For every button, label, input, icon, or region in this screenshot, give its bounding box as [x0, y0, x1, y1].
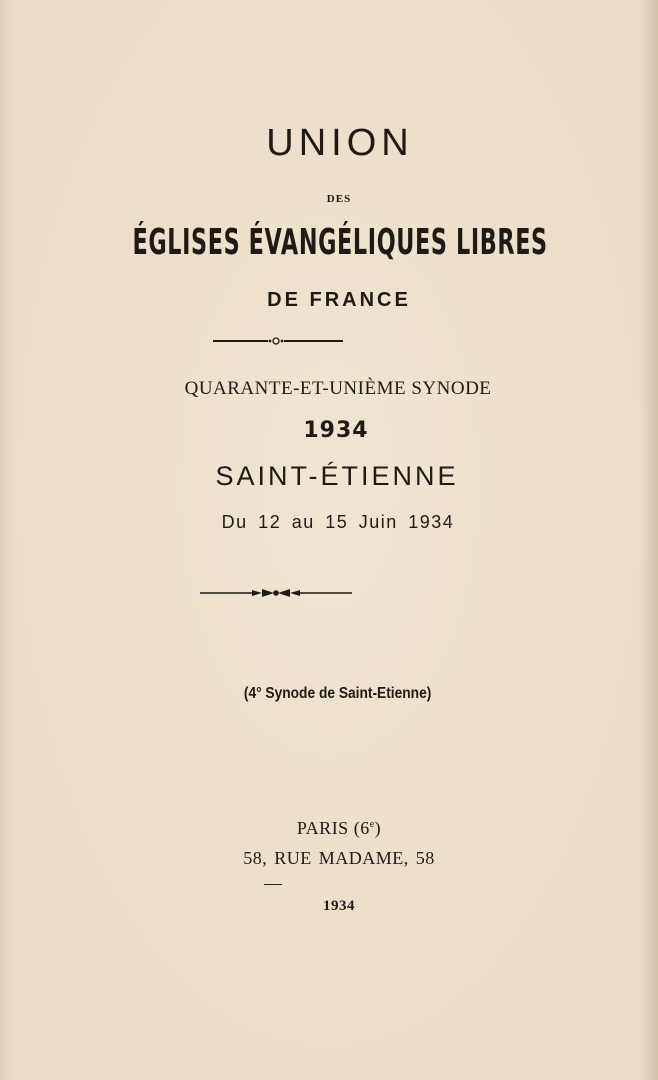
heading-de-france: DE FRANCE: [267, 289, 411, 311]
synode-year: 1934: [303, 418, 369, 443]
heading-des: DES: [326, 193, 352, 205]
publication-year: 1934: [323, 898, 355, 914]
publisher-city: [0, 818, 658, 839]
publisher-address: 58, RUE MADAME, 58: [243, 848, 435, 868]
separator-dash: [264, 884, 282, 885]
synode-number: QUARANTE-ET-UNIÈME SYNODE: [184, 378, 492, 399]
synode-city: SAINT-ÉTIENNE: [215, 461, 459, 491]
publisher-city-name: PARIS: [296, 818, 349, 838]
heading-eglises: ÉGLISES ÉVANGÉLIQUES LIBRES: [132, 222, 548, 263]
publisher-arrondissement-open: (6: [353, 818, 370, 838]
synode-dates: Du 12 au 15 Juin 1934: [221, 512, 455, 532]
ornament-divider-top-icon: [0, 334, 658, 348]
publisher-arrondissement-sup: e: [369, 819, 375, 830]
publisher-arrondissement-close: ): [374, 818, 382, 838]
synode-note: (4° Synode de Saint-Etienne): [243, 685, 432, 702]
heading-union: UNION: [266, 122, 414, 164]
ornament-divider-middle-icon: [0, 585, 658, 601]
